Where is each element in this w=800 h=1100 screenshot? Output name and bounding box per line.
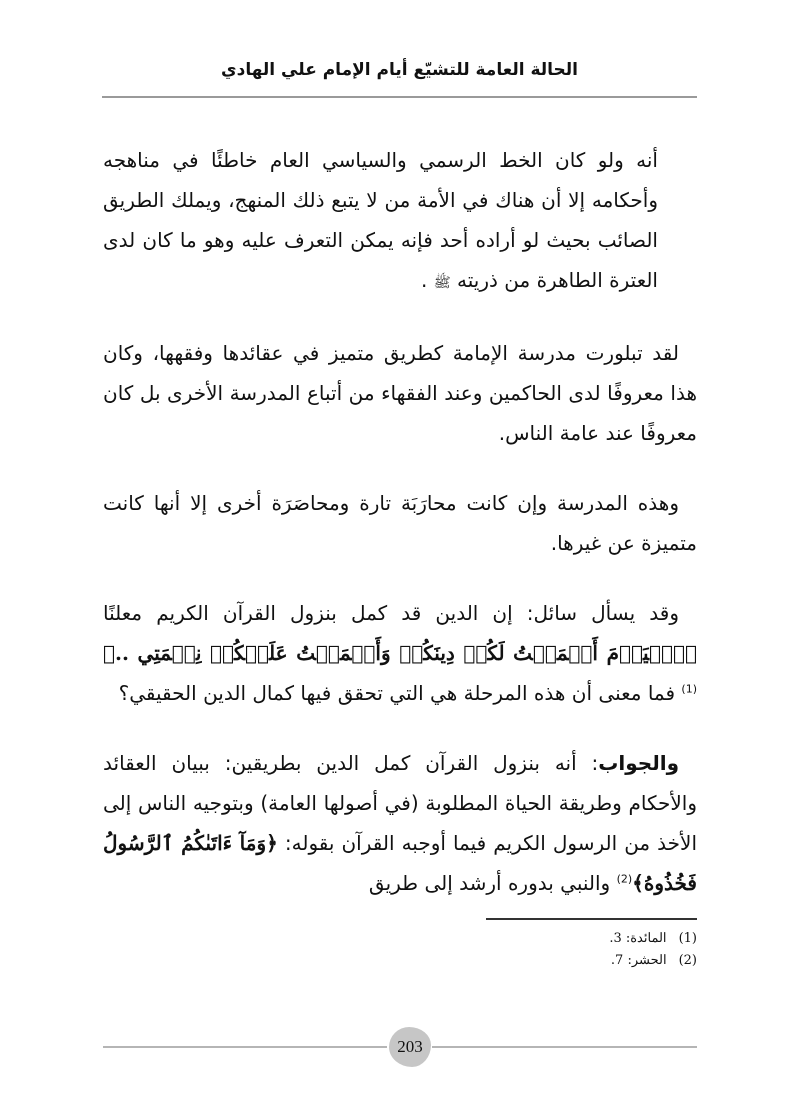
page-number: 203 (389, 1027, 431, 1067)
body-text (103, 140, 697, 933)
footnote-ref-1[interactable]: (1) (681, 682, 697, 696)
quran-verse: ﴿ٱلۡيَوۡمَ أَكۡمَلۡتُ لَكُمۡ دِينَكُمۡ وَأَتۡمَمۡتُ عَلَيۡكُمۡ نِعۡمَتِي ..﴾ (103, 641, 697, 665)
header-divider (102, 96, 697, 98)
footnote-1 (400, 928, 697, 950)
paragraph-1-end: . (421, 268, 434, 292)
paragraph-5-text: : أنه بنزول القرآن كمل الدين بطريقين: ببيان العقائد والأحكام وطريقة الحياة المطلوبة (في أصولها العامة) وبتوجيه الناس إلى الأخذ من الرسول الكريم فيما أوجبه القرآن بقوله: (103, 751, 697, 855)
footnote-text: الحشر: 7. (610, 953, 667, 968)
paragraph-1 (103, 140, 658, 303)
paragraph-4 (103, 593, 697, 713)
paragraph-4-text-after: فما معنى أن هذه المرحلة هي التي تحقق فيها كمال الدين الحقيقي؟ (118, 681, 682, 705)
page-number-rule-right (432, 1046, 697, 1048)
page-number-rule-left (103, 1046, 387, 1048)
footnote-number: (1) (678, 931, 697, 946)
footnote-text: المائدة: 3. (609, 931, 667, 946)
answer-lead: والجواب (598, 751, 679, 775)
paragraph-3: وهذه المدرسة وإن كانت محارَبَة تارة ومحاصَرَة أخرى إلا أنها كانت متميزة عن غيرها. (103, 491, 697, 555)
footnotes (400, 928, 697, 972)
paragraph-2: لقد تبلورت مدرسة الإمامة كطريق متميز في عقائدها وفقهها، وكان هذا معروفًا لدى الحاكمين وعند الفقهاء من أتباع المدرسة الأخرى بل كان معروفًا عند عامة الناس. (103, 341, 697, 445)
honorific-icon: ﷺ (433, 275, 451, 291)
footnote-number: (2) (678, 953, 697, 968)
quran-verse: ﴿وَمَآ ءَاتَىٰكُمُ ٱلرَّسُولُ فَخُذُوهُ﴾ (103, 831, 697, 895)
footnote-ref-2[interactable]: (2) (616, 872, 633, 886)
footnote-divider (486, 918, 697, 920)
paragraph-5 (103, 743, 697, 903)
paragraph-1-text: أنه ولو كان الخط الرسمي والسياسي العام خاطئًا في مناهجه وأحكامه إلا أن هناك في الأمة من لا يتبع ذلك المنهج، ويملك الطريق الصائب بحيث لو أراده أحد فإنه يمكن التعرف عليه وهو ما كان لدى العترة الطاهرة من ذريته (103, 148, 658, 292)
paragraph-5-text-after: والنبي بدوره أرشد إلى طريق (368, 871, 617, 895)
running-header-title: الحالة العامة للتشيّع أيام الإمام علي الهادي (221, 60, 578, 80)
paragraph-4-text: وقد يسأل سائل: إن الدين قد كمل بنزول القرآن الكريم معلنًا (103, 601, 679, 625)
footnote-2 (400, 950, 697, 972)
